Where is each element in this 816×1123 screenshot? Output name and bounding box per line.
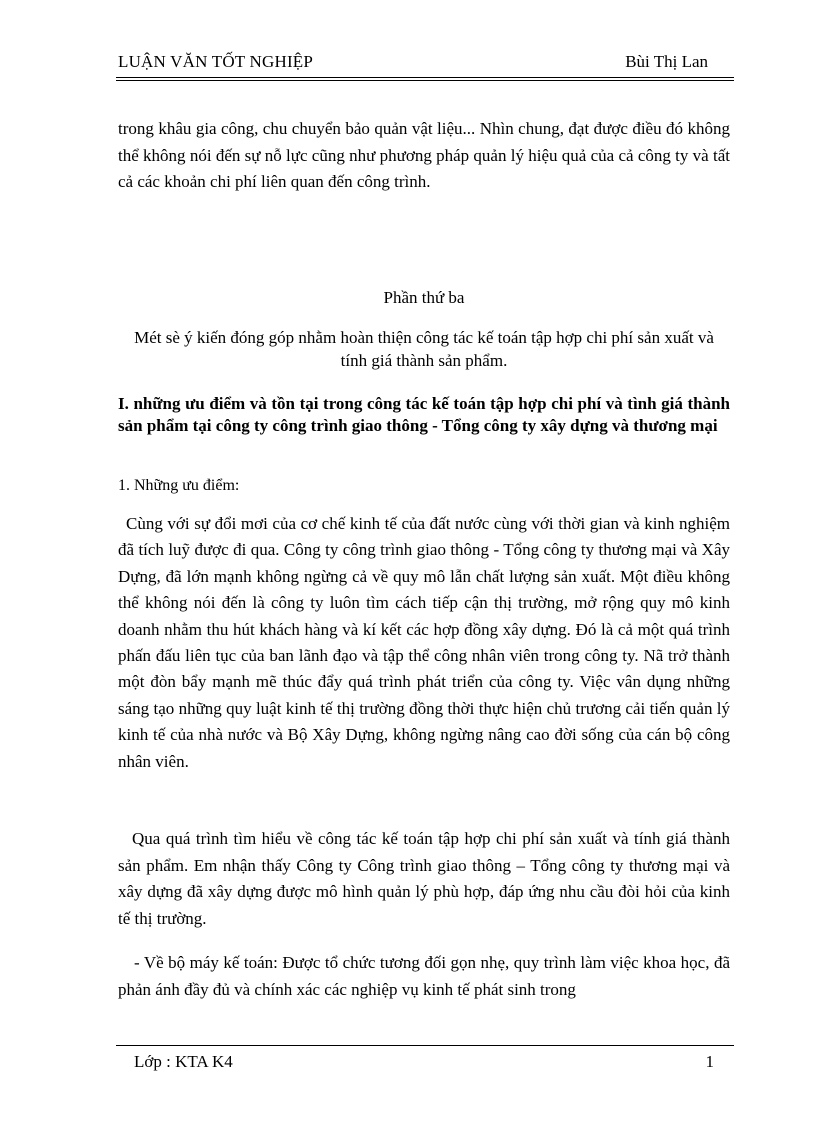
header-rule-bottom [116, 80, 734, 81]
intro-paragraph: trong khâu gia công, chu chuyển bảo quản vật liệu... Nhìn chung, đạt được điều đó không thể không nói đến sự nỗ lực cũng như phương pháp quản lý hiệu quả của cả công ty và tất cả các khoản chi phí liên quan đến công trình. [118, 119, 730, 191]
page-header [118, 52, 732, 78]
section-subheading: 1. Những ưu điểm: [118, 477, 240, 494]
footer-rule [116, 1045, 734, 1046]
header-rule-top [116, 77, 734, 78]
header-author-name: Bùi Thị Lan [625, 52, 708, 71]
paragraph-findings: Qua quá trình tìm hiểu về công tác kế toán tập hợp chi phí sản xuất và tính giá thành sản phẩm. Em nhận thấy Công ty Công trình giao thông – Tổng công ty thương mại và xây dựng đã xây dựng được mô hình quản lý phù hợp, đáp ứng nhu cầu đòi hỏi của kinh tế thị trường. [118, 829, 730, 928]
section-heading: I. những ưu điểm và tồn tại trong công tác kế toán tập hợp chi phí và tình giá thành sản phẩm tại công ty công trình giao thông - Tổng công ty xây dựng và thương mại [118, 394, 730, 435]
page-footer [118, 1052, 730, 1076]
paragraph-accounting-apparatus: - Về bộ máy kế toán: Được tổ chức tương đối gọn nhẹ, quy trình làm việc khoa học, đã phản ánh đầy đủ và chính xác các nghiệp vụ kinh tế phát sinh trong [118, 953, 730, 999]
part-subtitle: Mét sè ý kiến đóng góp nhằm hoàn thiện công tác kế toán tập hợp chi phí sản xuất và tính giá thành sản phẩm. [134, 328, 714, 370]
footer-class-label: Lớp : KTA K4 [134, 1052, 233, 1071]
paragraph-advantages: Cùng với sự đổi mơi của cơ chế kinh tế của đất nước cùng với thời gian và kinh nghiệm đã tích luỹ được đi qua. Công ty công trình giao thông - Tổng công ty thương mại và Xây Dựng, đã lớn mạnh không ngừng cả về quy mô lẫn chất lượng sản xuất. Một điều không thể không nói đến là công ty luôn tìm cách tiếp cận thị trường, mở rộng quy mô kinh doanh nhằm thu hút khách hàng và kí kết các hợp đồng xây dựng. Đó là cả một quá trình phấn đấu liên tục của ban lãnh đạo và tập thể công nhân viên trong công ty. Nã trở thành một đòn bẩy mạnh mẽ thúc đẩy quá trình phát triển của công ty. Việc vân dụng những sáng tạo những quy luật kinh tế thị trường đồng thời thực hiện chủ trương cải tiến quản lý kinh tế của nhà nước và Bộ Xây Dựng, không ngừng nâng cao đời sống của cán bộ công nhân viên. [118, 514, 730, 771]
page-number: 1 [705, 1052, 714, 1071]
part-title: Phần thứ ba [383, 288, 465, 307]
header-thesis-title: LUẬN VĂN TỐT NGHIỆP [118, 52, 314, 71]
